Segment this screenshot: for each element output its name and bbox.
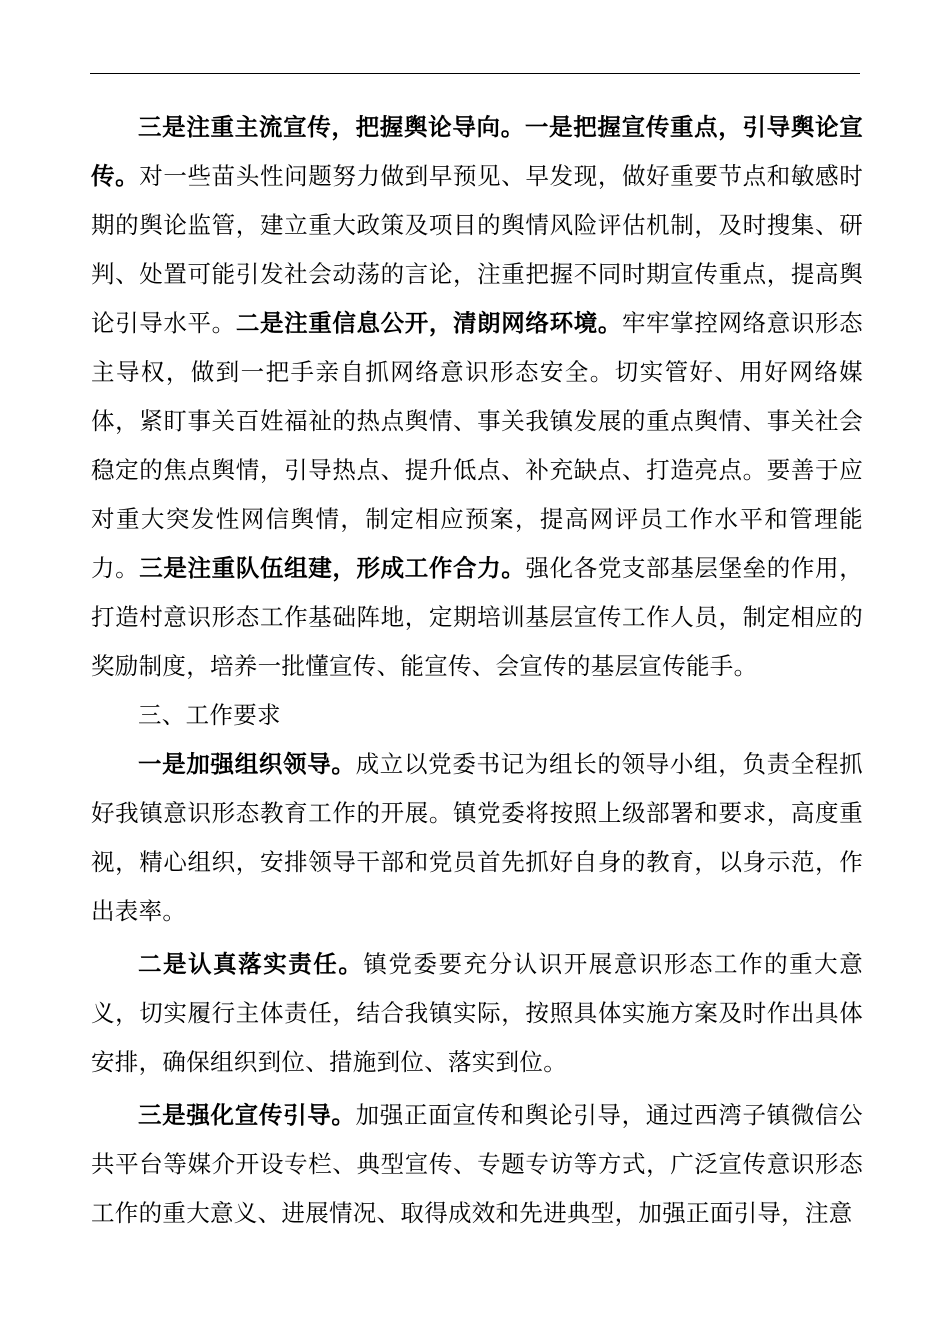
section-heading-work-requirements xyxy=(91,691,863,740)
bold-heading: 三是强化宣传引导。 xyxy=(138,1101,356,1129)
bold-heading: 二是认真落实责任。 xyxy=(138,950,364,978)
body-text: 镇党委要充分认识开展意识形态工作的重大意义，切实履行主体责任，结合我镇实际，按照具体实施方案及时作出具体安排，确保组织到位、措施到位、落实到位。 xyxy=(91,950,864,1076)
header-rule xyxy=(90,73,860,74)
paragraph-organization-leadership xyxy=(91,740,863,936)
bold-heading: 二是注重信息公开，清朗网络环境。 xyxy=(235,309,622,337)
section-heading-text: 三、工作要求 xyxy=(138,701,281,729)
body-text: 成立以党委书记为组长的领导小组，负责全程抓好我镇意识形态教育工作的开展。镇党委将按照上级部署和要求，高度重视，精心组织，安排领导干部和党员首先抓好自身的教育，以身示范，作出表率。 xyxy=(91,750,863,925)
bold-heading: 三是注重队伍组建，形成工作合力。 xyxy=(139,554,526,582)
paragraph-propaganda-guidance xyxy=(91,103,863,691)
body-text: 强化各党支部基层堡垒的作用，打造村意识形态工作基础阵地，定期培训基层宣传工作人员，制定相应的奖励制度，培养一批懂宣传、能宣传、会宣传的基层宣传能手。 xyxy=(91,554,863,680)
paragraph-responsibility xyxy=(91,940,863,1087)
body-text: 对一些苗头性问题努力做到早预见、早发现，做好重要节点和敏感时期的舆论监管，建立重大政策及项目的舆情风险评估机制，及时搜集、研判、处置可能引发社会动荡的言论，注重把握不同时期宣传重点，提高舆论引导水平。 xyxy=(91,162,864,337)
paragraph-propaganda xyxy=(91,1091,863,1238)
document-body xyxy=(91,103,863,1238)
body-text: 加强正面宣传和舆论引导，通过西湾子镇微信公共平台等媒介开设专栏、典型宣传、专题专访等方式，广泛宣传意识形态工作的重大意义、进展情况、取得成效和先进典型，加强正面引导，注意 xyxy=(91,1101,863,1227)
body-text: 牢牢掌控网络意识形态主导权，做到一把手亲自抓网络意识形态安全。切实管好、用好网络媒体，紧盯事关百姓福祉的热点舆情、事关我镇发展的重点舆情、事关社会稳定的焦点舆情，引导热点、提升低点、补充缺点、打造亮点。要善于应对重大突发性网信舆情，制定相应预案，提高网评员工作水平和管理能力。 xyxy=(91,309,863,582)
bold-heading: 一是加强组织领导。 xyxy=(138,750,356,778)
bold-heading: 三是注重主流宣传，把握舆论导向。一是把握宣传重点，引导舆论宣传。 xyxy=(91,113,863,190)
